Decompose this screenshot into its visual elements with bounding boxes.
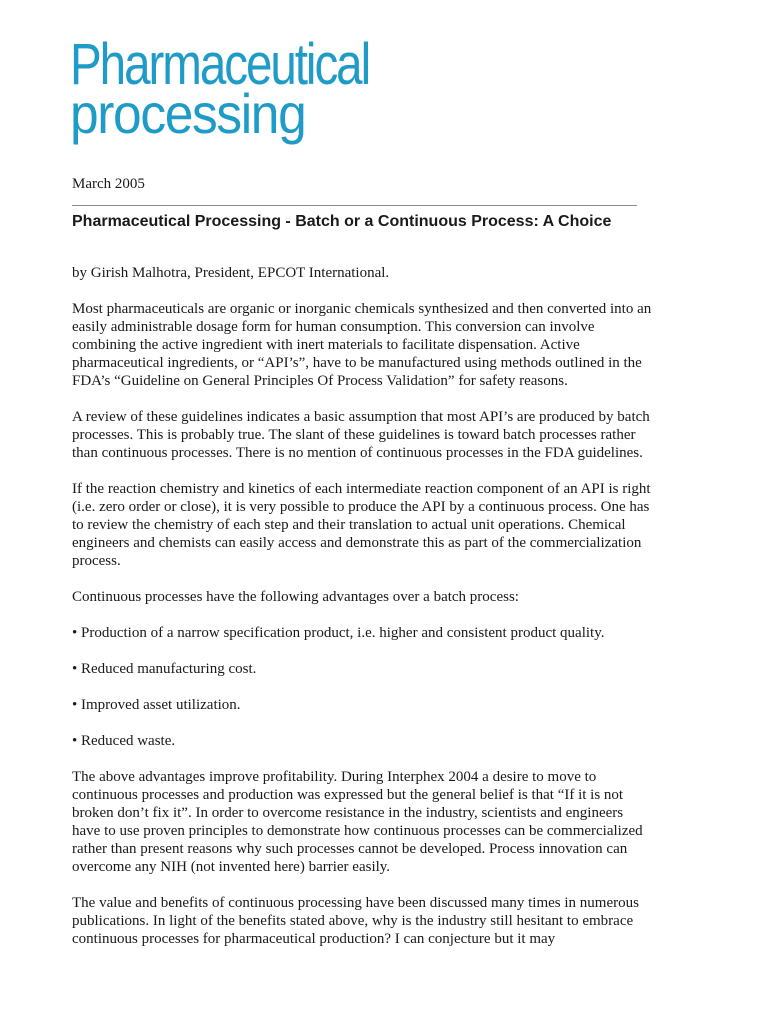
paragraph: Most pharmaceuticals are organic or inorganic chemicals synthesized and then converted into an easily administrable dosage form for human consumption. This conversion can involve combining the active ingredient with inert materials to facilitate dispensation. Active pharmaceutical ingredients, or “API’s”, have to be manufactured using methods outlined in the FDA’s “Guideline on General Principles Of Process Validation” for safety reasons. [72,301,652,389]
article-title: Pharmaceutical Processing - Batch or a Continuous Process: A Choice [72,213,612,230]
paragraph: Continuous processes have the following advantages over a batch process: [72,589,519,605]
bullet-item: • Reduced manufacturing cost. [72,661,257,677]
article-body [72,264,652,966]
paragraph: The above advantages improve profitability. During Interphex 2004 a desire to move to continuous processes and production was expressed but the general belief is that “If it is not broken don’t fix it”. In order to overcome resistance in the industry, scientists and engineers have to use proven principles to demonstrate how continuous processes can be commercialized rather than present reasons why such processes cannot be developed. Process innovation can overcome any NIH (not invented here) barrier easily. [72,769,643,875]
header-divider [72,205,637,206]
issue-date: March 2005 [72,176,145,192]
paragraph: If the reaction chemistry and kinetics of each intermediate reaction component of an API is right (i.e. zero order or close), it is very possible to produce the API by a continuous process. One has to review the chemistry of each step and their translation to actual unit operations. Chemical engineers and chemists can easily access and demonstrate this as part of the commercialization process. [72,481,651,569]
bullet-item: • Reduced waste. [72,733,176,749]
publication-logo [70,32,435,145]
logo-line-pharmaceutical: Pharmaceutical [70,32,370,97]
bullet-item: • Improved asset utilization. [72,697,241,713]
paragraph: A review of these guidelines indicates a basic assumption that most API’s are produced by batch processes. This is probably true. The slant of these guidelines is toward batch processes rather than continuous processes. There is no mention of continuous processes in the FDA guidelines. [72,409,650,461]
logo-line-processing: processing [70,82,306,145]
bullet-item: • Production of a narrow specification product, i.e. higher and consistent product quality. [72,625,605,641]
byline: by Girish Malhotra, President, EPCOT International. [72,265,390,281]
paragraph: The value and benefits of continuous processing have been discussed many times in numerous publications. In light of the benefits stated above, why is the industry still hesitant to embrace continuous processes for pharmaceutical production? I can conjecture but it may [72,895,639,947]
